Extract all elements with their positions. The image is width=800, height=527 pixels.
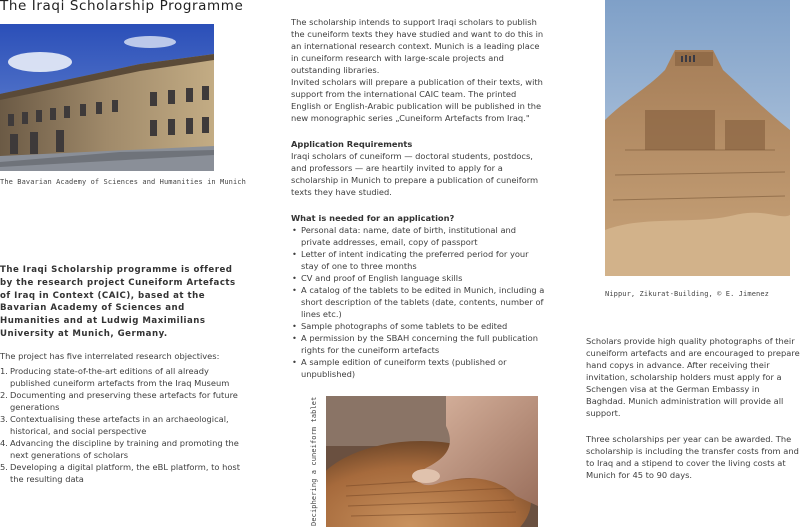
list-item: • Sample photographs of some tablets to be edited: [291, 320, 546, 332]
objectives-section: [0, 350, 240, 485]
objectives-list: [0, 365, 240, 485]
lead-paragraph: The Iraqi Scholarship programme is offered by the research project Cuneiform Artefacts of Iraq in Context (CAIC), based at the Bavarian Academy of Sciences and Humanities and at Ludwig Maximilians University at Munich, Germany.: [0, 265, 236, 339]
list-item: • CV and proof of English language skills: [291, 272, 546, 284]
list-item: 2. Documenting and preserving these artefacts for future generations: [0, 390, 238, 412]
tablet-caption: Deciphering a cuneiform tablet: [310, 396, 318, 526]
right-column: [586, 335, 800, 481]
objectives-intro: The project has five interrelated research objectives:: [0, 351, 220, 361]
tablet-photo: [326, 396, 538, 527]
publication-paragraph: Invited scholars will prepare a publication of their texts, with support from the international CAIC team. The printed English or English-Arabic publication will be published in the new monographic series „Cuneiform Artefacts from Iraq.": [291, 77, 543, 123]
academy-caption: The Bavarian Academy of Sciences and Humanities in Munich: [0, 178, 246, 186]
ziggurat-photo: [605, 0, 790, 276]
list-item: 4. Advancing the discipline by training and promoting the next generations of scholars: [0, 438, 239, 460]
list-item: • A permission by the SBAH concerning the full publication rights for the cuneiform artefacts: [291, 332, 546, 356]
scholarship-terms: Three scholarships per year can be awarded. The scholarship is including the transfer costs from and to Iraq and a stipend to cover the living costs at Munich for 45 to 90 days.: [586, 434, 799, 480]
needed-list: [291, 224, 546, 380]
needed-heading: What is needed for an application?: [291, 213, 455, 223]
requirements-text: Iraqi scholars of cuneiform — doctoral students, postdocs, and professors — are heartily invited to apply for a scholarship in Munich to prepare a publication of cuneiform texts they have studied.: [291, 151, 539, 197]
page-title: The Iraqi Scholarship Programme: [0, 0, 244, 14]
requirements-heading: Application Requirements: [291, 139, 413, 149]
list-item: 1. Producing state-of-the-art editions of all already published cuneiform artefacts from the Iraq Museum: [0, 366, 230, 388]
list-item: • Letter of intent indicating the preferred period for your stay of one to three months: [291, 248, 546, 272]
list-item: • A catalog of the tablets to be edited in Munich, including a short description of the tablets (date, contents, number of lines etc.): [291, 284, 546, 320]
academy-photo: [0, 24, 214, 171]
middle-column: [291, 16, 546, 380]
requirements-followup: Scholars provide high quality photographs of their cuneiform artefacts and are encouraged to prepare hand copys in advance. After receiving their invitation, scholarship holders must apply for a Schengen visa at the German Embassy in Baghdad. Munich administration will provide all support.: [586, 336, 800, 418]
list-item: 5. Developing a digital platform, the eBL platform, to host the resulting data: [0, 462, 241, 484]
list-item: 3. Contextualising these artefacts in an archaeological, historical, and social perspective: [0, 414, 229, 436]
scholarship-intro: The scholarship intends to support Iraqi scholars to publish the cuneiform texts they have studied and want to do this in an international research context. Munich is a leading place in cuneiform research with large-scale projects and outstanding libraries.: [291, 17, 544, 75]
ziggurat-caption: Nippur, Zikurat-Building, © E. Jimenez: [605, 290, 769, 298]
list-item: • A sample edition of cuneiform texts (published or unpublished): [291, 356, 546, 380]
list-item: • Personal data: name, date of birth, institutional and private addresses, email, copy of passport: [291, 224, 546, 248]
